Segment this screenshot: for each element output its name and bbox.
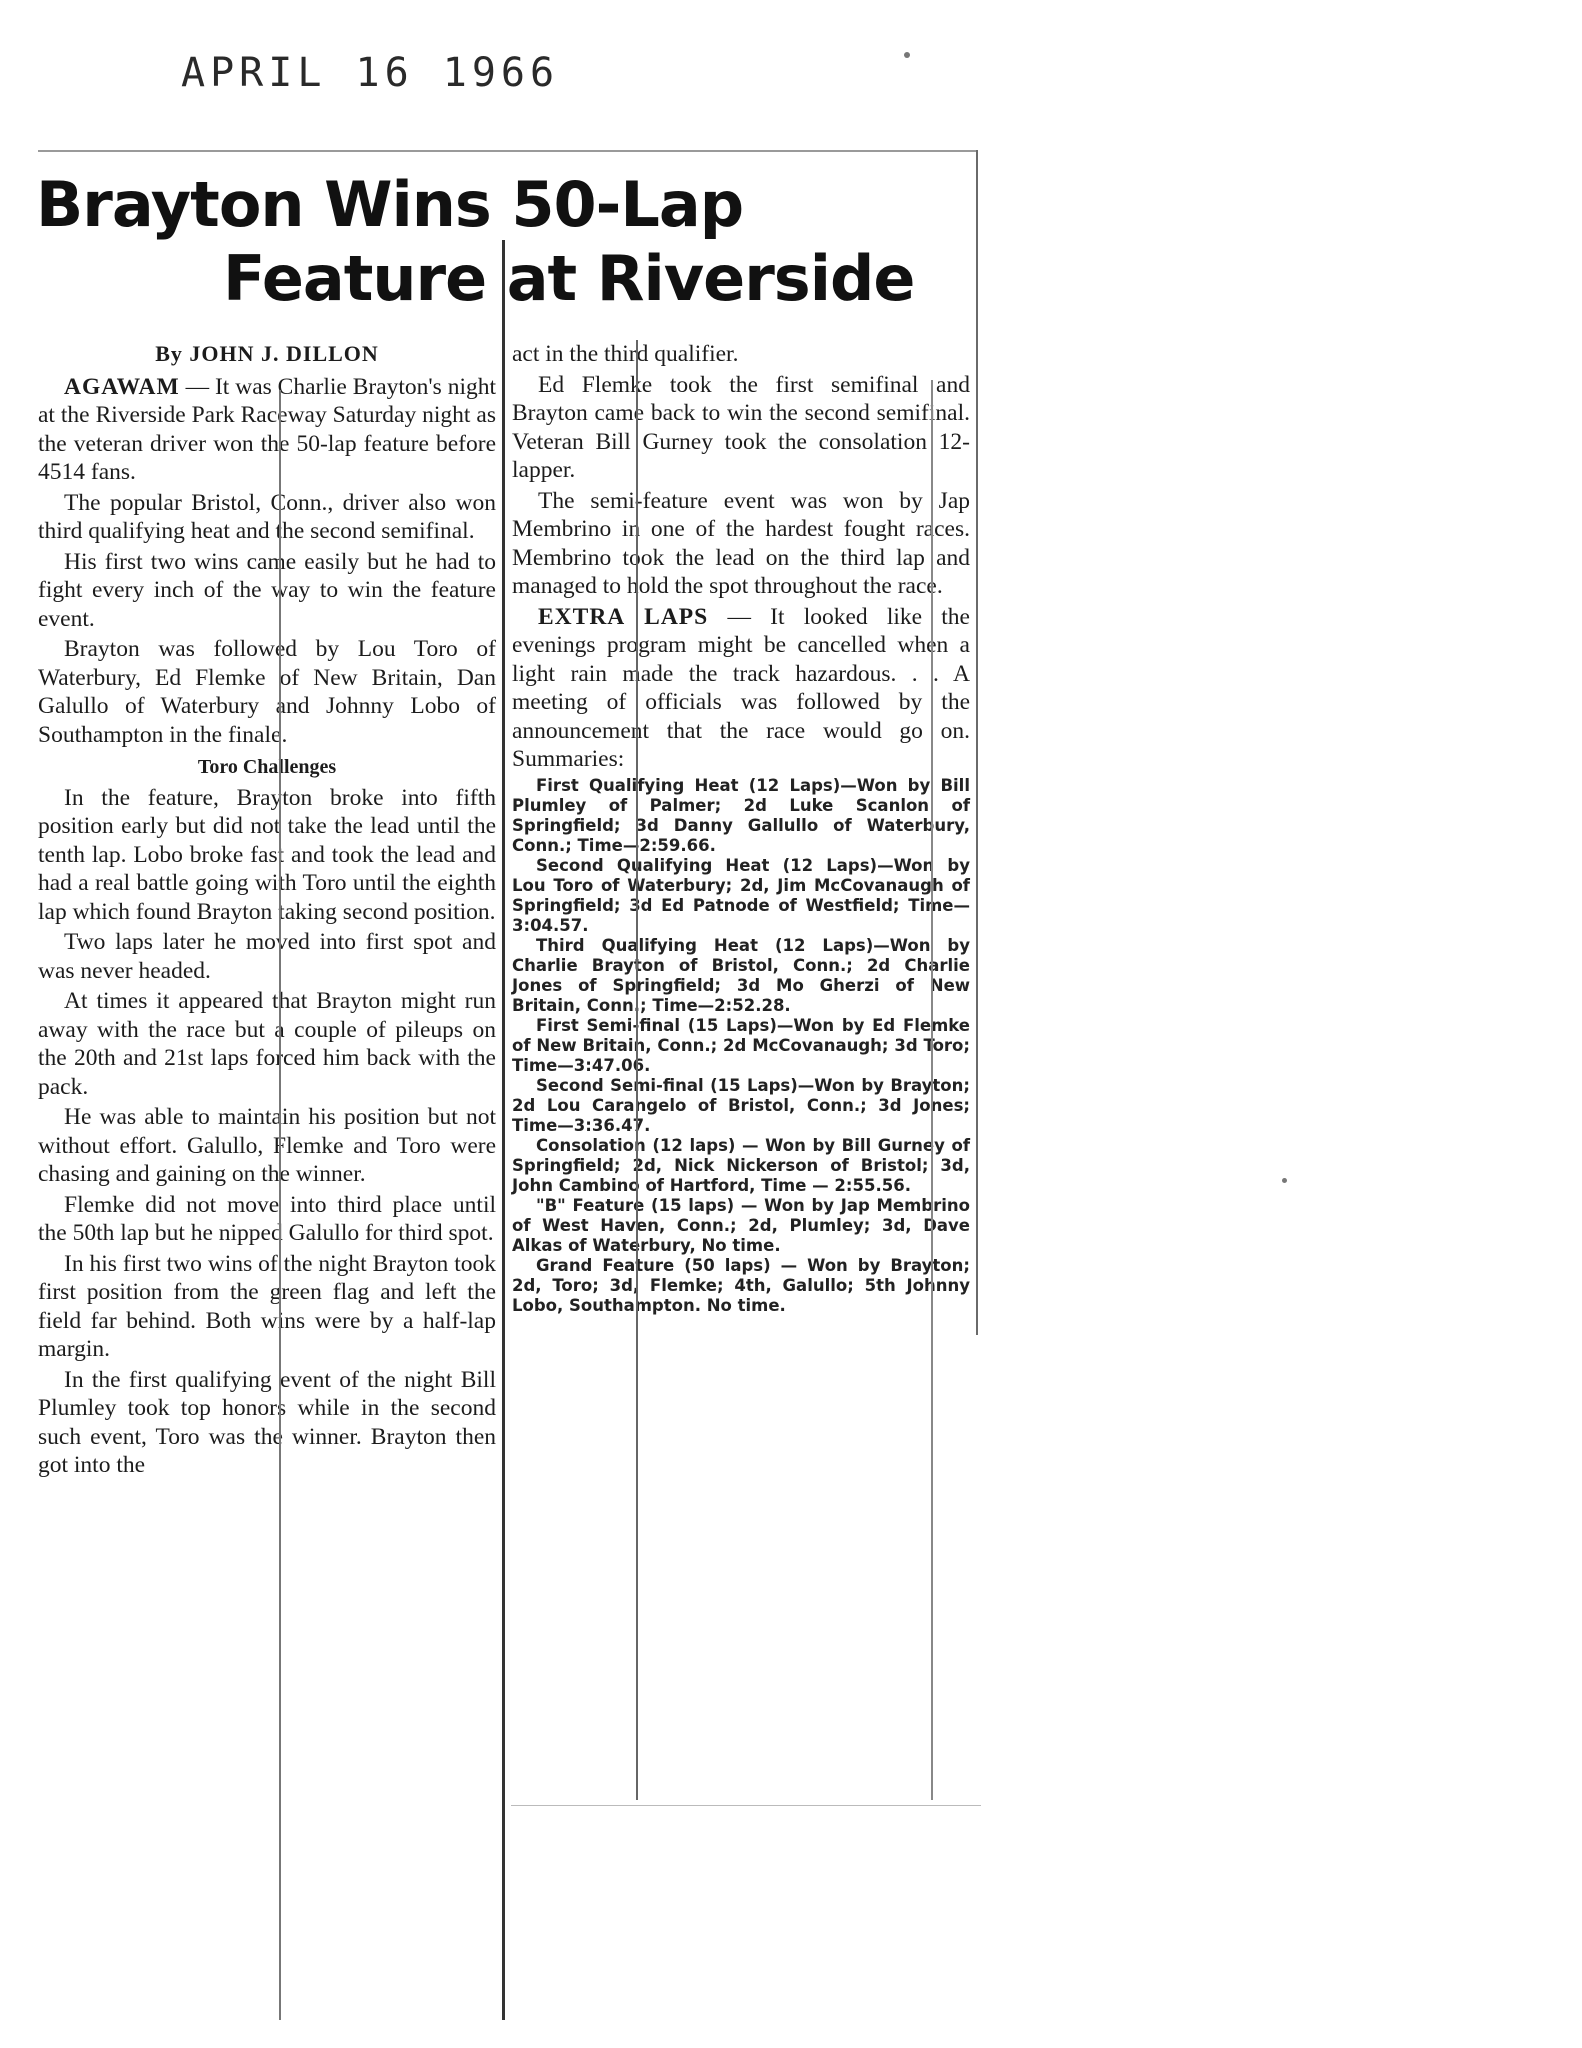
paragraph [38, 373, 496, 487]
fold-line [931, 380, 933, 1800]
paragraph: He was able to maintain his position but not without effort. Galullo, Flemke and Toro were chasing and gaining on the winner. [38, 1104, 496, 1187]
paragraph: The semi-feature event was won by Jap Membrino in one of the hardest fought races. Membrino took the lead on the third lap and managed to hold the spot throughout the race. [512, 487, 970, 599]
headline [36, 168, 986, 316]
summary-item: Third Qualifying Heat (12 Laps)—Won by Charlie Brayton of Bristol, Conn.; 2d Charlie Jones of Springfield; 3d Mo Gherzi of New Britain, Conn.; Time—2:52.28. [512, 935, 970, 1015]
summary-item: Grand Feature (50 laps) — Won by Brayton; 2d, Toro; 3d, Flemke; 4th, Galullo; 5th Johnny Lobo, Southampton. No time. [512, 1255, 970, 1315]
scan-speck [1282, 1178, 1287, 1183]
paragraph: Flemke did not move into third place until the 50th lap but he nipped Galullo for third spot. [38, 1191, 496, 1246]
article-column-1 [38, 340, 496, 1482]
subhead: Toro Challenges [197, 756, 337, 778]
dateline: AGAWAM [64, 373, 180, 400]
newspaper-clipping [36, 150, 981, 2020]
paragraph: His first two wins came easily but he had to fight every inch of the way to win the feature event. [38, 548, 496, 632]
summary-item: Second Semi-final (15 Laps)—Won by Brayton; 2d Lou Carangelo of Bristol, Conn.; 3d Jones; Time—3:36.47. [512, 1075, 970, 1135]
paragraph: Ed Flemke took the first semifinal and Brayton came back to win the second semifinal. Veteran Bill Gurney took the consolation 12-lapper. [512, 371, 970, 483]
race-summaries [512, 776, 970, 1316]
byline: By JOHN J. DILLON [155, 341, 379, 366]
section-lead: EXTRA LAPS [538, 603, 709, 630]
summary-item: First Qualifying Heat (12 Laps)—Won by Bill Plumley of Palmer; 2d Luke Scanlon of Springfield; 3d Danny Gallullo of Waterbury, Conn.; Time—2:59.66. [512, 775, 970, 855]
headline-line-2: Feature at Riverside [223, 242, 915, 315]
date-stamp: APRIL 16 1966 [181, 50, 560, 96]
paragraph: In his first two wins of the night Brayton took first position from the green flag and left the field far behind. Both wins were by a half-lap margin. [38, 1250, 496, 1362]
fold-line [636, 340, 638, 1800]
paragraph-text: — It looked like the evenings program might be cancelled when a light rain made the track hazardous. . . A meeting of officials was followed by the announcement that the race would go on. Summaries: [512, 603, 970, 772]
paragraph: The popular Bristol, Conn., driver also won third qualifying heat and the second semifinal. [38, 489, 496, 544]
clipping-edge-top [38, 150, 978, 152]
paragraph-text: — It was Charlie Brayton's night at the Riverside Park Raceway Saturday night as the veteran driver won the 50-lap feature before 4514 fans. [38, 373, 497, 485]
fold-line [279, 390, 281, 2020]
scan-speck [904, 52, 910, 58]
summary-item: Consolation (12 laps) — Won by Bill Gurney of Springfield; 2d, Nick Nickerson of Bristol; 3d, John Cambino of Hartford, Time — 2:55.56. [512, 1135, 970, 1195]
clipping-edge-bottom [511, 1805, 981, 1806]
paragraph: At times it appeared that Brayton might run away with the race but a couple of pileups on the 20th and 21st laps forced him back with the pack. [38, 988, 496, 1100]
summary-item: First Semi-final (15 Laps)—Won by Ed Flemke of New Britain, Conn.; 2d McCovanaugh; 3d Toro; Time—3:47.06. [512, 1015, 970, 1075]
paragraph: In the feature, Brayton broke into fifth position early but did not take the lead until the tenth lap. Lobo broke fast and took the lead and had a real battle going with Toro until the eighth lap which found Brayton taking second position. [38, 784, 496, 925]
headline-line-1: Brayton Wins 50-Lap [36, 168, 744, 241]
fold-line [502, 240, 505, 2020]
summary-item: "B" Feature (15 laps) — Won by Jap Membrino of West Haven, Conn.; 2d, Plumley; 3d, Dave Alkas of Waterbury, No time. [512, 1195, 970, 1255]
clipping-edge-right [976, 150, 978, 1335]
paragraph: Two laps later he moved into first spot and was never headed. [38, 929, 496, 984]
article-column-2 [512, 340, 970, 1316]
paragraph: Brayton was followed by Lou Toro of Waterbury, Ed Flemke of New Britain, Dan Galullo of Waterbury and Johnny Lobo of Southampton in the finale. [38, 636, 496, 748]
paragraph: In the first qualifying event of the night Bill Plumley took top honors while in the second such event, Toro was the winner. Brayton then got into the [38, 1366, 496, 1478]
summary-item: Second Qualifying Heat (12 Laps)—Won by Lou Toro of Waterbury; 2d, Jim McCovanaugh of Springfield; 3d Ed Patnode of Westfield; Time—3:04.57. [512, 855, 970, 935]
paragraph [512, 603, 970, 774]
paragraph: act in the third qualifier. [512, 341, 739, 367]
